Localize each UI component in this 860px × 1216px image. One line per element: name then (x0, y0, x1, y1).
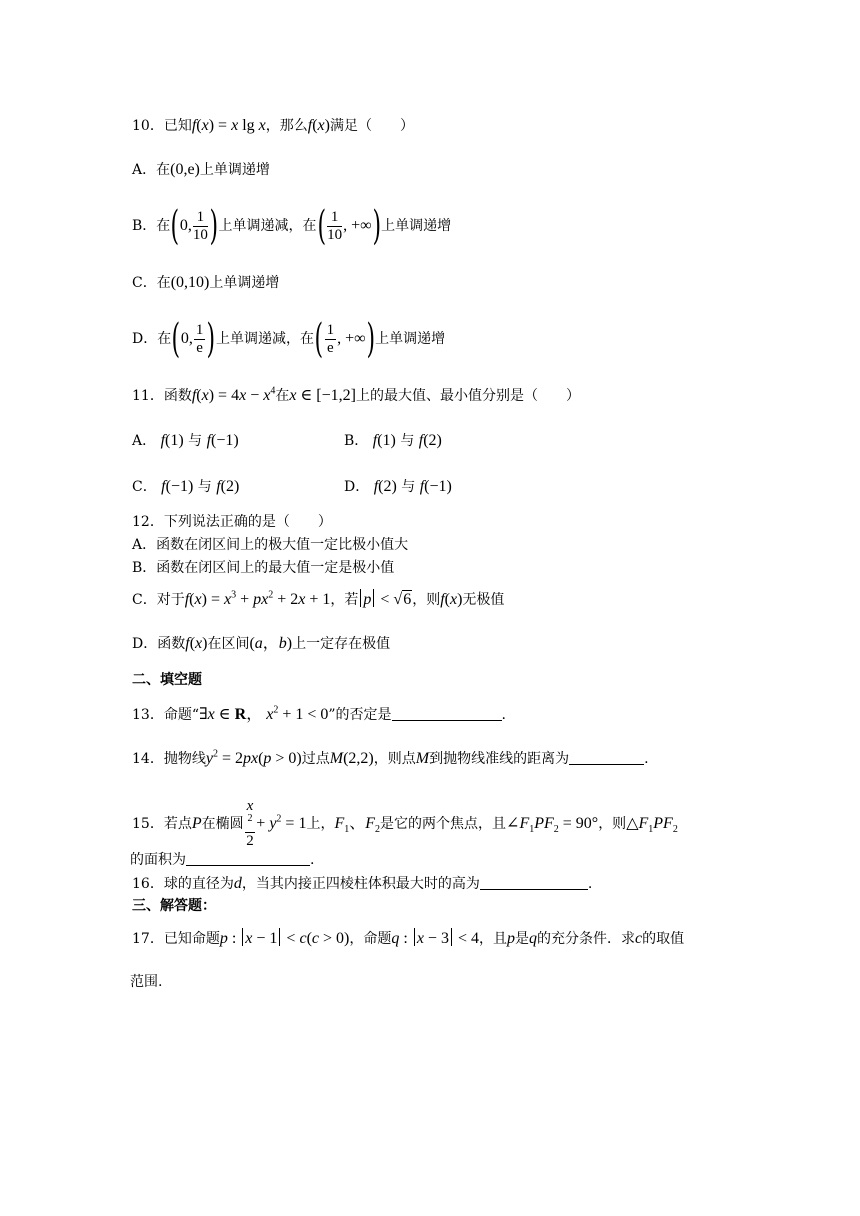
q11-stem: 11．函数$f(x) = 4x - x^4$在x ∈ [−1,2]上的最大值、最小值分别是（ ） (132, 385, 580, 404)
q16: 16．球的直径为d，当其内接正四棱柱体积最大时的高为 . (132, 875, 593, 892)
q15-line1: 15．若点P在椭圆 x $^2$ 2 + $y^2 = 1$上，$F_1$、$F_2$是它的两个焦点，且$\angle F_1PF_2 = 90^\circ$，则$\triangle F_1PF_2$ (132, 798, 678, 849)
q17-line1: 17．已知命题p : x − 1 < c(c > 0)，命题q : x − 3 < 4，且p是q的充分条件．求c的取值 (132, 930, 685, 947)
q11-option-c: C． f(−1) 与 f(2) (132, 478, 240, 495)
q12-option-d: D．函数f(x)在区间(a，b)上一定存在极值 (132, 635, 391, 652)
q15-line2: 的面积为 . (130, 852, 315, 868)
q10-option-d: D．在(0, $\frac{1}{e}$ )上单调递减，在( $\frac{1}{e}$ , +∞)上单调递增 (132, 316, 446, 362)
q12-stem: 12．下列说法正确的是（ ） (132, 514, 332, 530)
q10-option-c: C．在(0,10)上单调递增 (132, 274, 280, 291)
q10-option-a: A．在(0,e)上单调递增 (132, 161, 270, 178)
q12-option-c: C．对于$f(x) = x^3 + px^2 + 2x + 1$，若 p < √6，则f(x)无极值 (132, 589, 505, 608)
answer-blank[interactable] (569, 750, 644, 765)
q17-line2: 范围. (130, 974, 163, 990)
q14: 14．抛物线$y^2 = 2px(p > 0)$过点M(2,2)，则点M到抛物线准线的距离为 . (132, 748, 649, 767)
q12-option-a: A．函数在闭区间上的极大值一定比极小值大 (132, 537, 409, 553)
q13: 13．命题“∃x ∈ R， $x^2 + 1 < 0$”的否定是 . (132, 704, 506, 723)
answer-blank[interactable] (480, 875, 588, 890)
q11-option-a: A． f(1) 与 f(−1) (132, 432, 239, 449)
q10-stem: 10．已知f(x) = x lg x，那么f(x)满足（ ） (132, 117, 414, 134)
q10-option-b: B．在(0, $\frac{1}{10}$ )上单调递减，在( $\frac{1}{10}$ , +∞)上单调递增 (132, 203, 452, 249)
q11-option-b: B． f(1) 与 f(2) (344, 432, 442, 449)
section-fill-in-heading: 二、填空题 (132, 672, 202, 688)
q11-option-d: D． f(2) 与 f(−1) (344, 478, 452, 495)
section-solution-heading: 三、解答题： (132, 898, 216, 914)
answer-blank[interactable] (392, 706, 502, 721)
q12-option-b: B．函数在闭区间上的最大值一定是极小值 (132, 560, 395, 576)
answer-blank[interactable] (186, 851, 310, 866)
